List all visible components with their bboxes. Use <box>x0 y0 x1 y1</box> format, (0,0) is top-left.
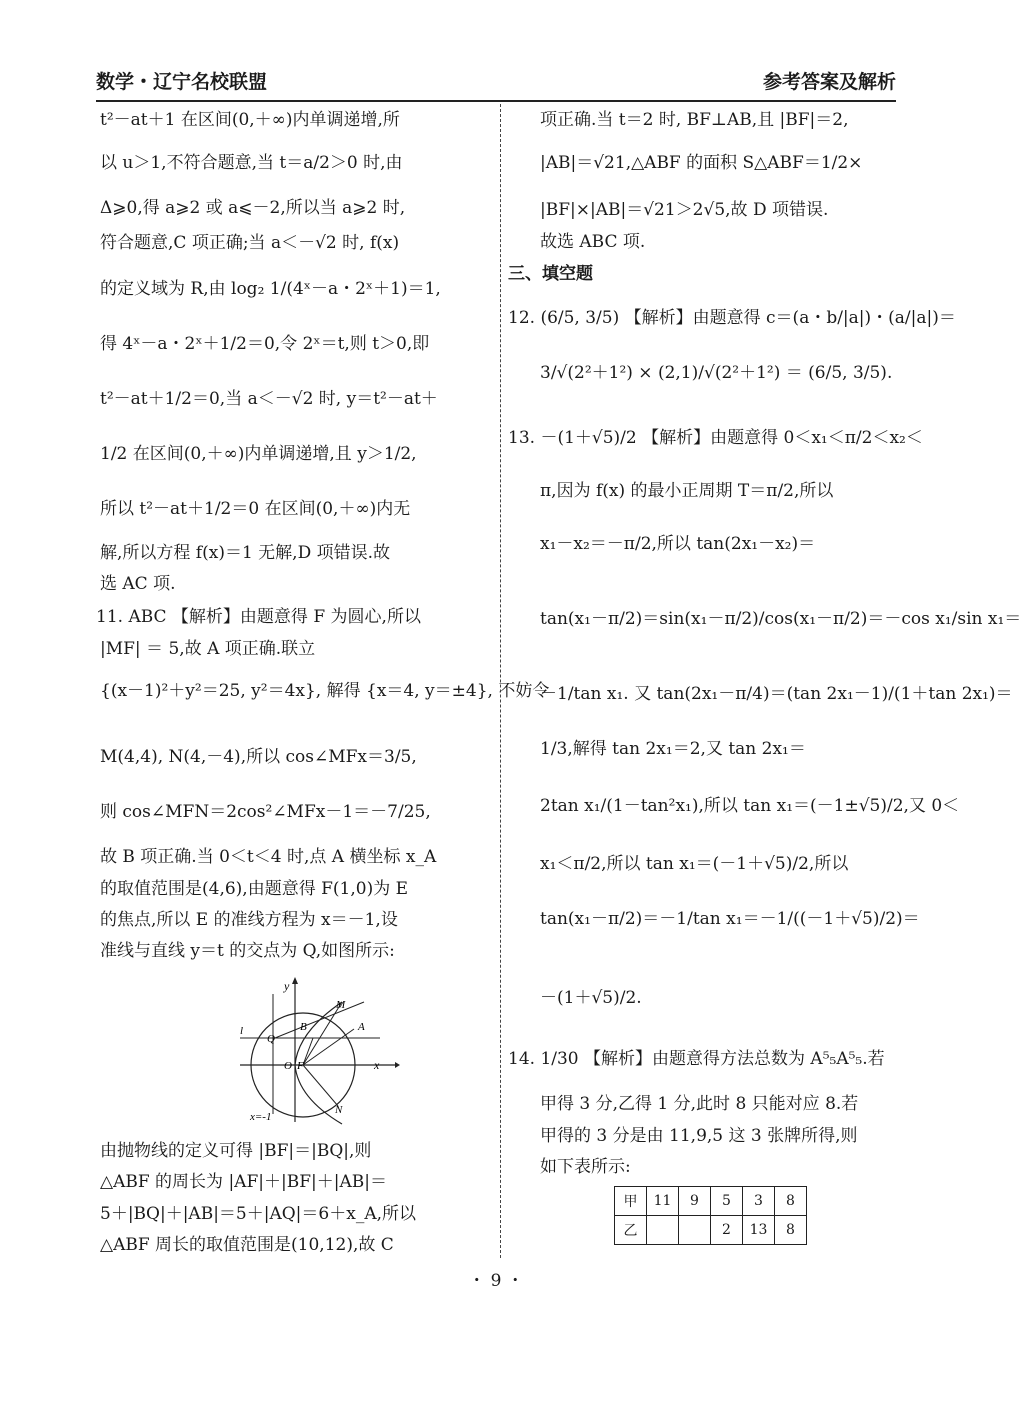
table-cell: 13 <box>743 1216 775 1245</box>
text-line: 则 cos∠MFN＝2cos²∠MFx－1＝－7/25, <box>100 802 431 822</box>
page-header <box>96 60 896 102</box>
text-line: M(4,4), N(4,－4),所以 cos∠MFx＝3/5, <box>100 747 417 767</box>
text-line: 的取值范围是(4,6),由题意得 F(1,0)为 E <box>100 879 409 899</box>
text-line: 的定义域为 R,由 log₂ 1/(4ˣ－a・2ˣ＋1)＝1, <box>100 279 441 299</box>
text-line: x₁－x₂＝－π/2,所以 tan(2x₁－x₂)＝ <box>540 534 816 554</box>
text-line: 1/3,解得 tan 2x₁＝2,又 tan 2x₁＝ <box>540 739 806 759</box>
x-label: x <box>374 1058 380 1072</box>
text-line: 5＋|BQ|＋|AB|＝5＋|AQ|＝6＋x_A,所以 <box>100 1204 416 1224</box>
page-number: ・ 9 ・ <box>468 1271 524 1291</box>
text-line: 所以 t²－at＋1/2＝0 在区间(0,＋∞)内无 <box>100 499 411 519</box>
line-l-label: l <box>240 1025 244 1037</box>
table-cell: 11 <box>647 1187 679 1216</box>
text-line: 故选 ABC 项. <box>540 232 646 252</box>
text-line: x₁＜π/2,所以 tan x₁＝(－1＋√5)/2,所以 <box>540 854 849 874</box>
text-line: 以 u＞1,不符合题意,当 t＝a/2＞0 时,由 <box>100 153 403 173</box>
segment-FN <box>303 1065 338 1106</box>
table-cell <box>679 1216 711 1245</box>
text-line: 2tan x₁/(1－tan²x₁),所以 tan x₁＝(－1±√5)/2,又 0＜ <box>540 796 960 816</box>
question-12: 12. (6/5, 3/5) 【解析】由题意得 c＝(a・b/|a|)・(a/|a|)＝ <box>508 308 956 328</box>
point-N: N <box>335 1104 343 1116</box>
text-line: 的焦点,所以 E 的准线方程为 x＝－1,设 <box>100 910 398 930</box>
directrix-label: x=-1 <box>250 1111 272 1123</box>
y-label: y <box>284 979 290 993</box>
point-M: M <box>336 999 346 1011</box>
text-line: －(1＋√5)/2. <box>540 988 642 1008</box>
text-line: 项正确.当 t＝2 时, BF⊥AB,且 |BF|＝2, <box>540 110 849 130</box>
text-line: 得 4ˣ－a・2ˣ＋1/2＝0,令 2ˣ＝t,则 t＞0,即 <box>100 334 430 354</box>
text-line: △ABF 的周长为 |AF|＋|BF|＋|AB|＝ <box>100 1172 387 1192</box>
point-A: A <box>358 1021 365 1033</box>
point-O: O <box>284 1060 292 1072</box>
section-heading: 三、填空题 <box>508 264 593 284</box>
header-left: 数学・辽宁名校联盟 <box>96 71 268 93</box>
chord <box>275 1002 364 1038</box>
text-line: |MF| ＝ 5,故 A 项正确.联立 <box>100 639 316 659</box>
text-line: 准线与直线 y＝t 的交点为 Q,如图所示: <box>100 941 395 961</box>
text-line: △ABF 周长的取值范围是(10,12),故 C <box>100 1235 394 1255</box>
text-line: 解,所以方程 f(x)＝1 无解,D 项错误.故 <box>100 543 391 563</box>
parabola-upper <box>295 1002 342 1065</box>
text-line: 甲得 3 分,乙得 1 分,此时 8 只能对应 8.若 <box>540 1094 859 1114</box>
table-row <box>615 1187 807 1216</box>
segment-FA <box>303 1029 354 1065</box>
text-line: |AB|＝√21,△ABF 的面积 S△ABF＝1/2× <box>540 153 863 173</box>
x-axis-arrow <box>395 1062 400 1068</box>
text-line: 故 B 项正确.当 0＜t＜4 时,点 A 横坐标 x_A <box>100 847 437 867</box>
text-line: |BF|×|AB|＝√21＞2√5,故 D 项错误. <box>540 200 829 220</box>
text-line: tan(x₁－π/2)＝－1/tan x₁＝－1/((－1＋√5)/2)＝ <box>540 909 920 929</box>
question-14: 14. 1/30 【解析】由题意得方法总数为 A⁵₅A⁵₅.若 <box>508 1049 885 1069</box>
equation-system: {(x－1)²＋y²＝25, y²＝4x}, 解得 {x＝4, y＝±4}, 不妨令 <box>100 681 550 701</box>
segment-FM <box>303 1002 342 1065</box>
text-line: 符合题意,C 项正确;当 a＜－√2 时, f(x) <box>100 233 400 253</box>
question-13: 13. －(1＋√5)/2 【解析】由题意得 0＜x₁＜π/2＜x₂＜ <box>508 428 923 448</box>
text-line: tan(x₁－π/2)＝sin(x₁－π/2)/cos(x₁－π/2)＝－cos x₁/sin x₁＝ <box>540 609 1021 629</box>
text-line: π,因为 f(x) 的最小正周期 T＝π/2,所以 <box>540 481 834 501</box>
table-row <box>615 1216 807 1245</box>
table-cell: 9 <box>679 1187 711 1216</box>
table-cell <box>647 1216 679 1245</box>
text-line: 3/√(2²＋1²) × (2,1)/√(2²＋1²) ＝ (6/5, 3/5). <box>540 363 893 383</box>
table-cell: 8 <box>775 1216 807 1245</box>
text-line: 如下表所示: <box>540 1157 631 1177</box>
point-Q: Q <box>267 1033 275 1045</box>
text-line: Δ⩾0,得 a⩾2 或 a⩽－2,所以当 a⩾2 时, <box>100 198 406 218</box>
text-line: 由抛物线的定义可得 |BF|＝|BQ|,则 <box>100 1141 372 1161</box>
point-B: B <box>300 1021 307 1033</box>
table-cell: 3 <box>743 1187 775 1216</box>
text-line: 甲得的 3 分是由 11,9,5 这 3 张牌所得,则 <box>540 1126 858 1146</box>
table-cell: 5 <box>711 1187 743 1216</box>
text-line: －1/tan x₁. 又 tan(2x₁－π/4)＝(tan 2x₁－1)/(1＋tan 2x₁)＝ <box>540 684 1013 704</box>
text-line: 选 AC 项. <box>100 574 176 594</box>
question-11: 11. ABC 【解析】由题意得 F 为圆心,所以 <box>96 607 421 627</box>
geometry-figure <box>240 972 400 1122</box>
header-right: 参考答案及解析 <box>762 71 896 93</box>
text-line: t²－at＋1/2＝0,当 a＜－√2 时, y＝t²－at＋ <box>100 389 438 409</box>
text-line: t²－at＋1 在区间(0,＋∞)内单调递增,所 <box>100 110 400 130</box>
row-label: 乙 <box>615 1216 647 1245</box>
row-label: 甲 <box>615 1187 647 1216</box>
point-F: F <box>297 1060 304 1072</box>
table-cell: 2 <box>711 1216 743 1245</box>
table-cell: 8 <box>775 1187 807 1216</box>
text-line: 1/2 在区间(0,＋∞)内单调递增,且 y＞1/2, <box>100 444 417 464</box>
y-axis-arrow <box>292 977 298 984</box>
score-table <box>614 1186 807 1245</box>
